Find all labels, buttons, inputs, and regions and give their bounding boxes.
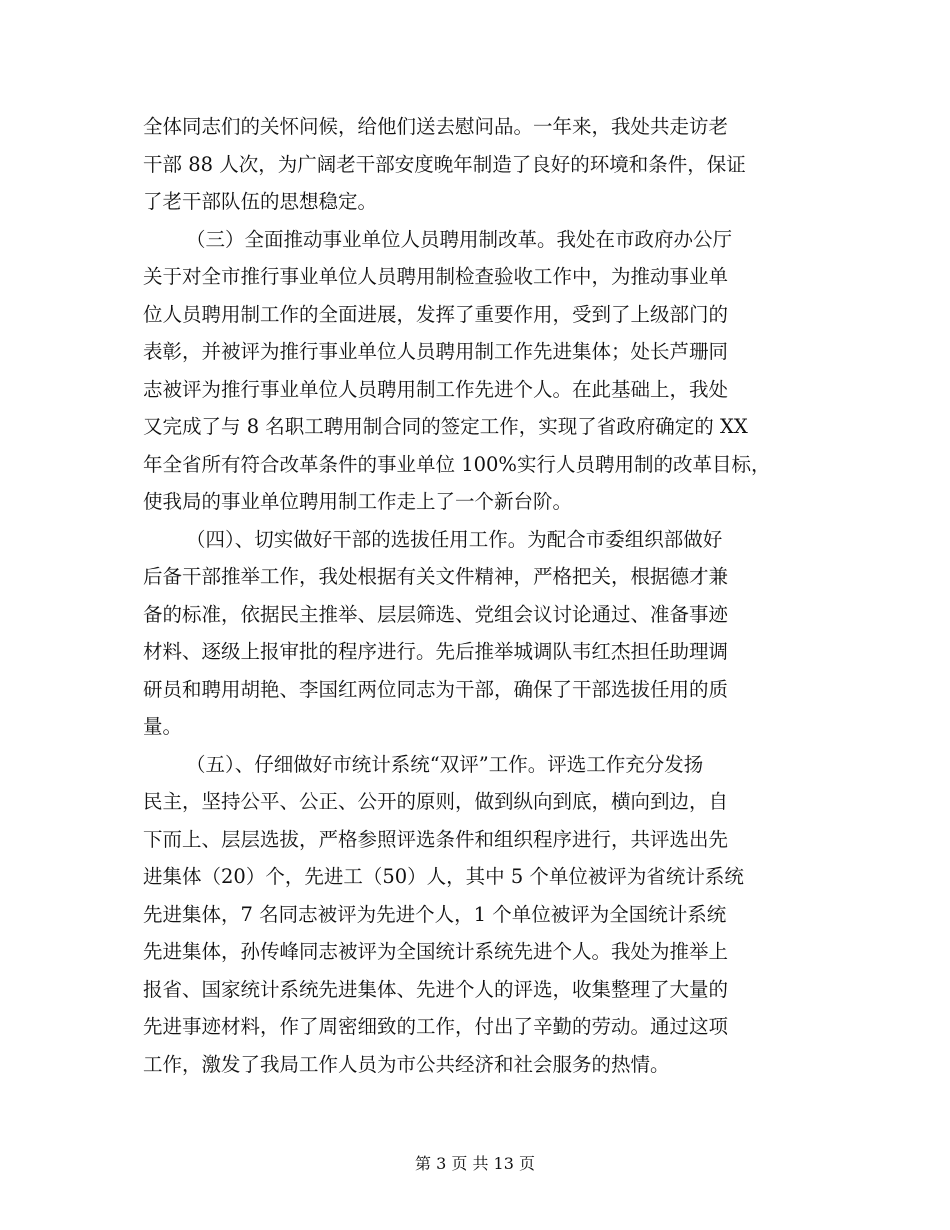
paragraph [143,108,833,221]
body-text [143,108,833,1083]
text-line: 量。 [143,715,183,738]
text-line: 工作，激发了我局工作人员为市公共经济和社会服务的热情。 [143,1052,670,1076]
paragraph [143,746,833,1084]
text-line: 进集体（20）个，先进工（50）人，其中 5 个单位被评为省统计系统 [143,865,744,888]
text-line: 下而上、层层选拔，严格参照评选条件和组织程序进行，共评选出先 [143,827,729,851]
text-line: 位人员聘用制工作的全面进展，发挥了重要作用，受到了上级部门的 [143,302,729,326]
text-line: 干部 88 人次，为广阔老干部安度晚年制造了良好的环境和条件，保证 [143,152,746,176]
paragraph [143,221,833,521]
text-line: 志被评为推行事业单位人员聘用制工作先进个人。在此基础上，我处 [143,377,729,401]
text-line: 民主，坚持公平、公正、公开的原则，做到纵向到底，横向到边，自 [143,790,729,813]
text-line: 表彰，并被评为推行事业单位人员聘用制工作先进集体；处长芦珊同 [143,340,729,363]
text-line: 了老干部队伍的思想稳定。 [143,190,378,213]
text-line: 备的标准，依据民主推举、层层筛选、党组会议讨论通过、准备事迹 [143,602,729,626]
text-line: （五）、仔细做好市统计系统“双评”工作。评选工作充分发扬 [186,752,704,776]
text-line: 先进事迹材料，作了周密细致的工作，付出了辛勤的劳动。通过这项 [143,1015,729,1038]
text-line: 报省、国家统计系统先进集体、先进个人的评选，收集整理了大量的 [143,977,729,1001]
page-footer: 第 3 页 共 13 页 [415,1154,535,1173]
paragraph [143,521,833,746]
text-line: 年全省所有符合改革条件的事业单位 100%实行人员聘用制的改革目标， [143,452,771,476]
text-line: 先进集体，7 名同志被评为先进个人，1 个单位被评为全国统计系统 [143,902,727,926]
text-line: 又完成了与 8 名职工聘用制合同的签定工作，实现了省政府确定的 XX [143,415,748,438]
text-line: 使我局的事业单位聘用制工作走上了一个新台阶。 [143,490,573,513]
text-line: （三）全面推动事业单位人员聘用制改革。我处在市政府办公厅 [186,227,733,251]
text-line: （四）、切实做好干部的选拔任用工作。为配合市委组织部做好 [186,527,723,551]
text-line: 关于对全市推行事业单位人员聘用制检查验收工作中，为推动事业单 [143,265,729,288]
text-line: 后备干部推举工作，我处根据有关文件精神，严格把关，根据德才兼 [143,565,729,588]
text-line: 全体同志们的关怀问候，给他们送去慰问品。一年来，我处共走访老 [143,115,729,138]
text-line: 材料、逐级上报审批的程序进行。先后推举城调队韦红杰担任助理调 [143,640,729,663]
text-line: 先进集体，孙传峰同志被评为全国统计系统先进个人。我处为推举上 [143,940,729,963]
text-line: 研员和聘用胡艳、李国红两位同志为干部，确保了干部选拔任用的质 [143,677,729,701]
